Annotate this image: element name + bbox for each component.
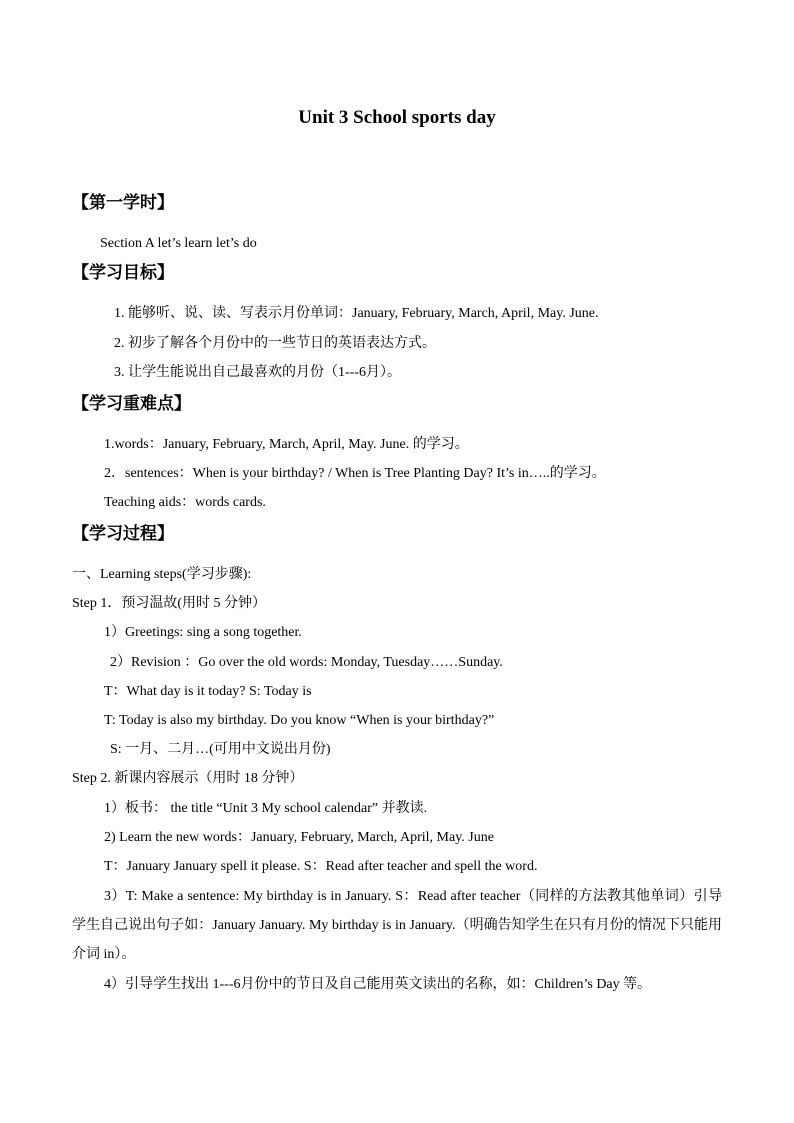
process-line: 一、Learning steps(学习步骤):	[72, 567, 252, 582]
process-line: 1）板书： the title “Unit 3 My school calendar” 并教读.	[104, 801, 428, 816]
process-line: T：January January spell it please. S：Read after teacher and spell the word.	[104, 859, 538, 874]
objectives-heading: 【学习目标】	[72, 263, 174, 282]
process-line: S: 一月、二月…(可用中文说出月份)	[110, 742, 331, 757]
objective-item: 2. 初步了解各个月份中的一些节日的英语表达方式。	[114, 336, 436, 351]
keypoint-item: 1.words：January, February, March, April, May. June. 的学习。	[104, 437, 469, 452]
lesson-heading: 【第一学时】	[72, 193, 174, 212]
paragraph-4: 4）引导学生找出 1---6月份中的节日及自己能用英文读出的名称，如：Children’s Day 等。	[104, 977, 652, 992]
keypoints-heading: 【学习重难点】	[72, 394, 191, 413]
section-line: Section A let’s learn let’s do	[100, 236, 257, 251]
page-title: Unit 3 School sports day	[298, 107, 496, 128]
teaching-aids: Teaching aids：words cards.	[104, 495, 266, 510]
process-heading: 【学习过程】	[72, 524, 174, 543]
process-line: T：What day is it today? S: Today is	[104, 684, 312, 699]
objective-item: 3. 让学生能说出自己最喜欢的月份（1---6月）。	[114, 365, 401, 380]
paragraph-3: 3）T: Make a sentence: My birthday is in January. S：Read after teacher（同样的方法教其他单词）引导学生自己说出句子如：January January. My birthday is in January.（明确告知学生在只有月份的情况下只能用介词 in）。	[72, 889, 722, 962]
process-line: 2）Revision ：Go over the old words: Monday, Tuesday……Sunday.	[110, 655, 503, 670]
process-line: T: Today is also my birthday. Do you know “When is your birthday?”	[104, 713, 495, 728]
objective-item: 1. 能够听、说、读、写表示月份单词：January, February, March, April, May. June.	[114, 306, 599, 321]
step-2-line: Step 2. 新课内容展示（用时 18 分钟）	[72, 771, 304, 786]
process-line: 2) Learn the new words：January, February, March, April, May. June	[104, 830, 494, 845]
keypoint-item: 2．sentences：When is your birthday? / When is Tree Planting Day? It’s in…..的学习。	[104, 466, 606, 481]
process-line: 1）Greetings: sing a song together.	[104, 625, 302, 640]
step-1-line: Step 1．预习温故(用时 5 分钟）	[72, 596, 267, 611]
